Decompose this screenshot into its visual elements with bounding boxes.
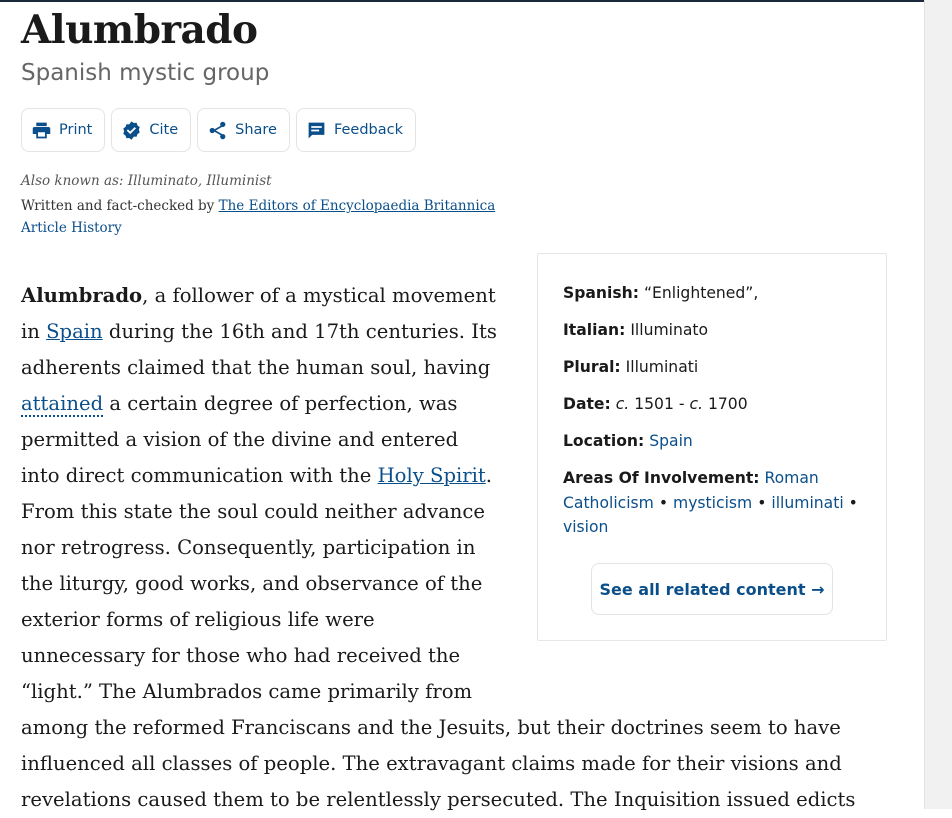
feedback-button[interactable] xyxy=(296,108,416,152)
top-border-line xyxy=(0,0,924,2)
written-by-prefix: Written and fact-checked by xyxy=(21,198,219,214)
fact-italian-label: Italian: xyxy=(563,321,626,339)
fact-areas-label: Areas Of Involvement: xyxy=(563,469,760,487)
area-separator: • xyxy=(658,493,669,512)
link-attained[interactable]: attained xyxy=(21,392,104,415)
area-separator: • xyxy=(848,493,858,512)
feedback-icon xyxy=(306,120,327,141)
fact-plural-value: Illuminati xyxy=(625,358,699,376)
also-known-as: Also known as: Illuminato, Illuminist xyxy=(21,173,272,189)
fact-date-label: Date: xyxy=(563,395,611,413)
verified-badge-icon xyxy=(121,120,142,141)
printer-icon xyxy=(31,120,52,141)
fact-date-circa-1: c. xyxy=(615,395,630,413)
article-text-2: during the 16th and 17th centuries. Its adherents claimed that the human soul, having xyxy=(21,320,497,379)
link-holy-spirit[interactable]: Holy Spirit xyxy=(377,464,486,487)
article-text-1: , a follower of a mystical movement in xyxy=(21,284,496,343)
area-separator: • xyxy=(757,493,767,512)
fact-date-circa-2: c. xyxy=(689,395,703,413)
share-button-label: Share xyxy=(235,122,277,138)
page-title: Alumbrado xyxy=(21,7,258,53)
print-button-label: Print xyxy=(59,122,93,138)
share-button[interactable] xyxy=(197,108,290,152)
article-text-3: a certain degree of perfection, was permitted a vision of the divine and entered into direct communication with the xyxy=(21,392,459,487)
fact-spanish-value: “Enlightened”, xyxy=(643,284,759,302)
area-link-mysticism[interactable]: mysticism xyxy=(673,493,753,512)
fact-location-label: Location: xyxy=(563,432,645,450)
print-button[interactable] xyxy=(21,108,105,152)
area-link-roman-catholicism[interactable]: Roman Catholicism xyxy=(563,469,819,512)
sidebar-float-spacer xyxy=(497,278,891,688)
cite-button[interactable] xyxy=(111,108,191,152)
article-body xyxy=(21,278,891,818)
fact-plural-label: Plural: xyxy=(563,358,621,376)
see-all-related-content-button[interactable]: See all related content → xyxy=(591,563,833,615)
feedback-button-label: Feedback xyxy=(333,122,404,138)
fact-location-link[interactable]: Spain xyxy=(649,432,693,450)
link-spain[interactable]: Spain xyxy=(46,320,103,343)
article-history-link[interactable]: Article History xyxy=(21,220,122,236)
fact-date-end: 1700 xyxy=(707,395,748,413)
article-text-4: . From this state the soul could neither advance nor retrogress. Consequently, participation in the liturgy, good works, and observance of the exterior forms of religious life were unnecessary for those who had received the “light.” The Alumbrados came primarily from among the reformed Franciscans and the Jesuits, but their doctrines seem to have influenced all classes of people. The extravagant claims made for their visions and revelations caused them to be relentlessly persecuted. The Inquisition issued edicts xyxy=(21,464,856,811)
share-icon xyxy=(207,120,228,141)
article-history xyxy=(21,220,122,236)
page-subtitle: Spanish mystic group xyxy=(21,60,270,86)
area-link-vision[interactable]: vision xyxy=(563,518,609,536)
fact-spanish-label: Spanish: xyxy=(563,284,639,302)
authors-link[interactable]: The Editors of Encyclopaedia Britannica xyxy=(218,198,496,214)
fact-italian-value: Illuminato xyxy=(630,321,709,339)
area-link-illuminati[interactable]: illuminati xyxy=(771,493,844,512)
scrollbar-track[interactable] xyxy=(924,0,952,809)
article-toolbar xyxy=(21,108,416,152)
written-by xyxy=(21,198,495,214)
fact-date-start: 1501 - xyxy=(634,395,690,413)
cite-button-label: Cite xyxy=(149,122,179,138)
article-lead-term: Alumbrado xyxy=(21,284,143,307)
